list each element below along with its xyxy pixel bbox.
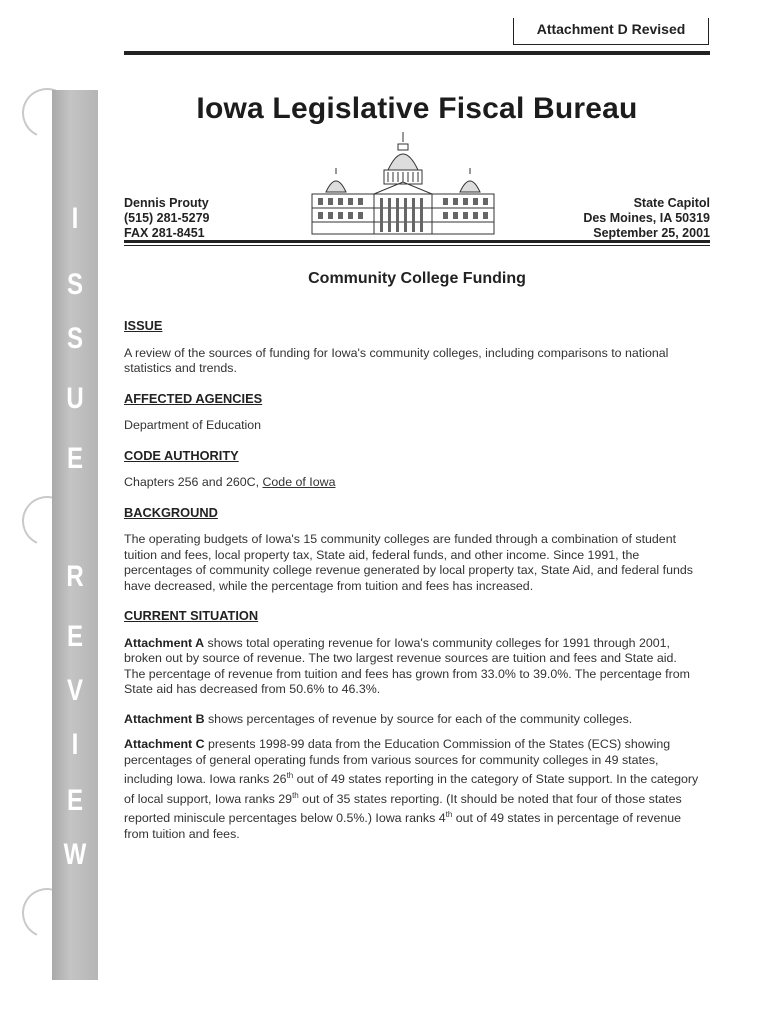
contact-address: State Capitol (633, 196, 710, 210)
issue-text: A review of the sources of funding for Iowa's community colleges, including comparisons to national statistics and trends. (124, 345, 669, 375)
document-body (124, 318, 699, 856)
banner-letter: E (66, 784, 83, 817)
section-heading-issue: ISSUE (124, 318, 163, 333)
attachment-c-paragraph (124, 737, 699, 842)
ordinal-suffix: th (292, 790, 299, 800)
agencies-text: Department of Education (124, 418, 262, 432)
attachment-c-text: out of 35 states reporting. (It should be noted that four of those states reported miniscule percentages below 0.5%.) Iowa ranks 4 (124, 791, 682, 826)
code-of-iowa-reference: Code of Iowa (262, 475, 336, 489)
banner-letter: S (66, 322, 83, 355)
attachment-b-paragraph (124, 712, 699, 728)
background-text: The operating budgets of Iowa's 15 community colleges are funded through a combination of student tuition and fees, local property tax, State aid, federal funds, and other income. Since 1991, the percentages of community college revenue generated by local property tax, State Aid, and federal funds have decreased, while the percentage from tuition and fees has increased. (124, 532, 693, 593)
attachment-c-text: out of 49 states reporting in the category of State support. In the category of local support, Iowa ranks 29 (124, 772, 699, 806)
contact-phone: (515) 281-5279 (124, 211, 210, 225)
document-subtitle: Community College Funding (308, 270, 526, 287)
section-heading-background: BACKGROUND (124, 504, 218, 520)
section-heading-agencies: AFFECTED AGENCIES (124, 390, 263, 406)
page-title: Iowa Legislative Fiscal Bureau (196, 92, 638, 125)
banner-letter: R (66, 560, 84, 593)
attachment-a-label: Attachment A (124, 635, 205, 650)
header-rule-bottom (124, 240, 710, 243)
attachment-a-paragraph (124, 636, 699, 698)
attachment-b-label: Attachment B (124, 711, 205, 726)
section-heading-current-situation: CURRENT SITUATION (124, 608, 259, 623)
banner-letter: E (66, 442, 83, 475)
banner-letter: S (66, 268, 83, 301)
attachment-c-label: Attachment C (124, 737, 205, 751)
banner-letter: I (71, 728, 79, 761)
contact-city: Des Moines, IA 50319 (583, 211, 710, 225)
contact-left (124, 196, 209, 241)
attachment-b-text: shows percentages of revenue by source for each of the community colleges. (204, 711, 633, 726)
contact-date: September 25, 2001 (593, 226, 710, 240)
banner-letter: V (66, 674, 83, 707)
banner-letter: I (71, 202, 79, 235)
contact-right (583, 196, 710, 241)
code-text (124, 475, 699, 491)
contact-name: Dennis Prouty (124, 196, 209, 210)
issue-review-banner (52, 90, 98, 980)
header-rule-top (124, 51, 710, 55)
attachment-c-text: presents 1998-99 data from the Education Commission of the States (ECS) showing percentages of general operating funds from various sources for community colleges in 49 states, including Iowa. Iowa ranks 26 (124, 737, 671, 787)
banner-letter: U (66, 382, 84, 415)
banner-letter: E (66, 620, 83, 653)
ordinal-suffix: th (445, 810, 453, 820)
section-heading-code: CODE AUTHORITY (124, 447, 239, 463)
ordinal-suffix: th (286, 771, 294, 780)
header-rule-bottom-thin (124, 245, 710, 246)
banner-letter: W (63, 838, 87, 871)
attachment-a-text: shows total operating revenue for Iowa's community colleges for 1991 through 2001, broken out by source of revenue. The two largest revenue sources are tuition and fees and State aid. The percentage of revenue from tuition and fees has grown from 33.0% to 39.0%. The percentage from State aid has decreased from 50.6% to 46.3%. (124, 635, 690, 696)
contact-fax: FAX 281-8451 (124, 226, 205, 240)
state-capitol-illustration (308, 130, 498, 240)
code-text-prefix: Chapters 256 and 260C, (124, 475, 263, 489)
attachment-c-text: out of 49 states in percentage of revenue from tuition and fees. (124, 811, 682, 841)
attachment-label: Attachment D Revised (513, 18, 709, 45)
